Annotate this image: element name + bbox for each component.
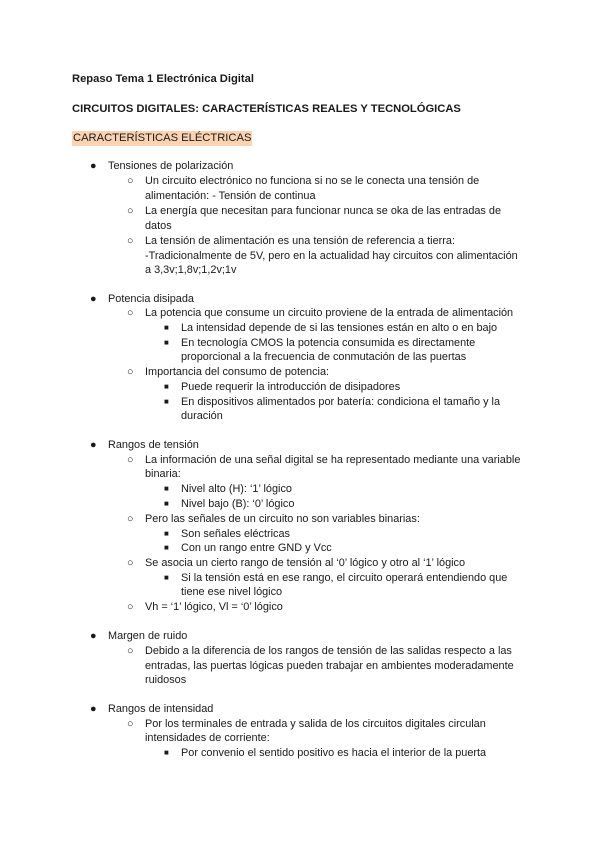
list-item-level2: Un circuito electrónico no funciona si no se le conecta una tensión de <box>145 175 480 187</box>
list-item-continuation: entradas, las puertas lógicas pueden trabajar en ambientes moderadamente <box>145 660 514 672</box>
list-item-level2: Importancia del consumo de potencia: <box>145 366 330 378</box>
bullet-circle-icon: ○ <box>127 718 134 730</box>
bullet-circle-icon: ○ <box>127 175 134 187</box>
document-heading: CIRCUITOS DIGITALES: CARACTERÍSTICAS REALES Y TECNOLÓGICAS <box>72 103 461 115</box>
bullet-circle-icon: ○ <box>127 454 134 466</box>
bullet-square-icon: ■ <box>164 543 169 552</box>
bullet-square-icon: ■ <box>164 323 169 332</box>
list-item-level3: En tecnología CMOS la potencia consumida es directamente <box>181 337 476 349</box>
bullet-disc-icon: ● <box>90 439 97 451</box>
bullet-square-icon: ■ <box>164 529 169 538</box>
list-item-level3: Puede requerir la introducción de disipadores <box>181 381 401 393</box>
list-item-level2: La energía que necesitan para funcionar nunca se oka de las entradas de <box>145 205 502 217</box>
bullet-circle-icon: ○ <box>127 557 134 569</box>
list-item-level3: Nivel alto (H): ‘1’ lógico <box>181 483 292 495</box>
list-item-level3: La intensidad depende de si las tensiones están en alto o en bajo <box>181 322 498 334</box>
list-item-level2: Se asocia un cierto rango de tensión al ‘0’ lógico y otro al ‘1’ lógico <box>145 557 466 569</box>
list-item-level1: Potencia disipada <box>108 293 194 305</box>
bullet-circle-icon: ○ <box>127 205 134 217</box>
list-item-level3: Son señales eléctricas <box>181 528 290 540</box>
bullet-circle-icon: ○ <box>127 307 134 319</box>
list-item-continuation: ruidosos <box>145 674 187 686</box>
document-title: Repaso Tema 1 Electrónica Digital <box>72 73 254 85</box>
list-item-level2: Por los terminales de entrada y salida de los circuitos digitales circulan <box>145 718 486 730</box>
list-item-level3: Por convenio el sentido positivo es hacia el interior de la puerta <box>181 747 487 759</box>
bullet-circle-icon: ○ <box>127 601 134 613</box>
list-item-level2: La potencia que consume un circuito proviene de la entrada de alimentación <box>145 307 514 319</box>
bullet-square-icon: ■ <box>164 397 169 406</box>
list-item-continuation: binaria: <box>145 468 181 480</box>
list-item-level2: Debido a la diferencia de los rangos de tensión de las salidas respecto a las <box>145 645 512 657</box>
list-item-continuation: datos <box>145 220 172 232</box>
bullet-disc-icon: ● <box>90 160 97 172</box>
section-heading-highlighted: CARACTERÍSTICAS ELÉCTRICAS <box>73 132 252 144</box>
list-item-continuation: proporcional a la frecuencia de conmutación de las puertas <box>181 351 467 363</box>
bullet-square-icon: ■ <box>164 382 169 391</box>
bullet-circle-icon: ○ <box>127 513 134 525</box>
list-item-level1: Tensiones de polarización <box>108 160 234 172</box>
bullet-circle-icon: ○ <box>127 235 134 247</box>
list-item-level1: Rangos de intensidad <box>108 703 214 715</box>
bullet-square-icon: ■ <box>164 338 169 347</box>
list-item-level3: En dispositivos alimentados por batería: condiciona el tamaño y la <box>181 396 501 408</box>
list-item-level2: Pero las señales de un circuito no son variables binarias: <box>145 513 420 525</box>
bullet-disc-icon: ● <box>90 703 97 715</box>
list-item-continuation: alimentación: - Tensión de continua <box>145 190 316 202</box>
list-item-continuation: intensidades de corriente: <box>145 732 270 744</box>
list-item-level1: Margen de ruido <box>108 630 188 642</box>
bullet-square-icon: ■ <box>164 484 169 493</box>
list-item-level2: La información de una señal digital se ha representado mediante una variable <box>145 454 521 466</box>
list-item-continuation: tiene ese nivel lógico <box>181 586 283 598</box>
list-item-level2: Vh = ‘1’ lógico, Vl = ‘0’ lógico <box>145 601 283 613</box>
bullet-circle-icon: ○ <box>127 366 134 378</box>
list-item-continuation: a 3,3v;1,8v;1,2v;1v <box>145 264 237 276</box>
list-item-level3: Con un rango entre GND y Vcc <box>181 542 332 554</box>
list-item-continuation: duración <box>181 410 223 422</box>
bullet-square-icon: ■ <box>164 573 169 582</box>
list-item-level2: La tensión de alimentación es una tensión de referencia a tierra: <box>145 235 455 247</box>
bullet-disc-icon: ● <box>90 293 97 305</box>
list-item-level3: Nivel bajo (B): ‘0’ lógico <box>181 498 295 510</box>
bullet-disc-icon: ● <box>90 630 97 642</box>
list-item-level3: Si la tensión está en ese rango, el circuito operará entendiendo que <box>181 572 508 584</box>
list-item-continuation: -Tradicionalmente de 5V, pero en la actualidad hay circuitos con alimentación <box>145 250 518 262</box>
bullet-circle-icon: ○ <box>127 645 134 657</box>
bullet-square-icon: ■ <box>164 499 169 508</box>
list-item-level1: Rangos de tensión <box>108 439 199 451</box>
bullet-square-icon: ■ <box>164 748 169 757</box>
